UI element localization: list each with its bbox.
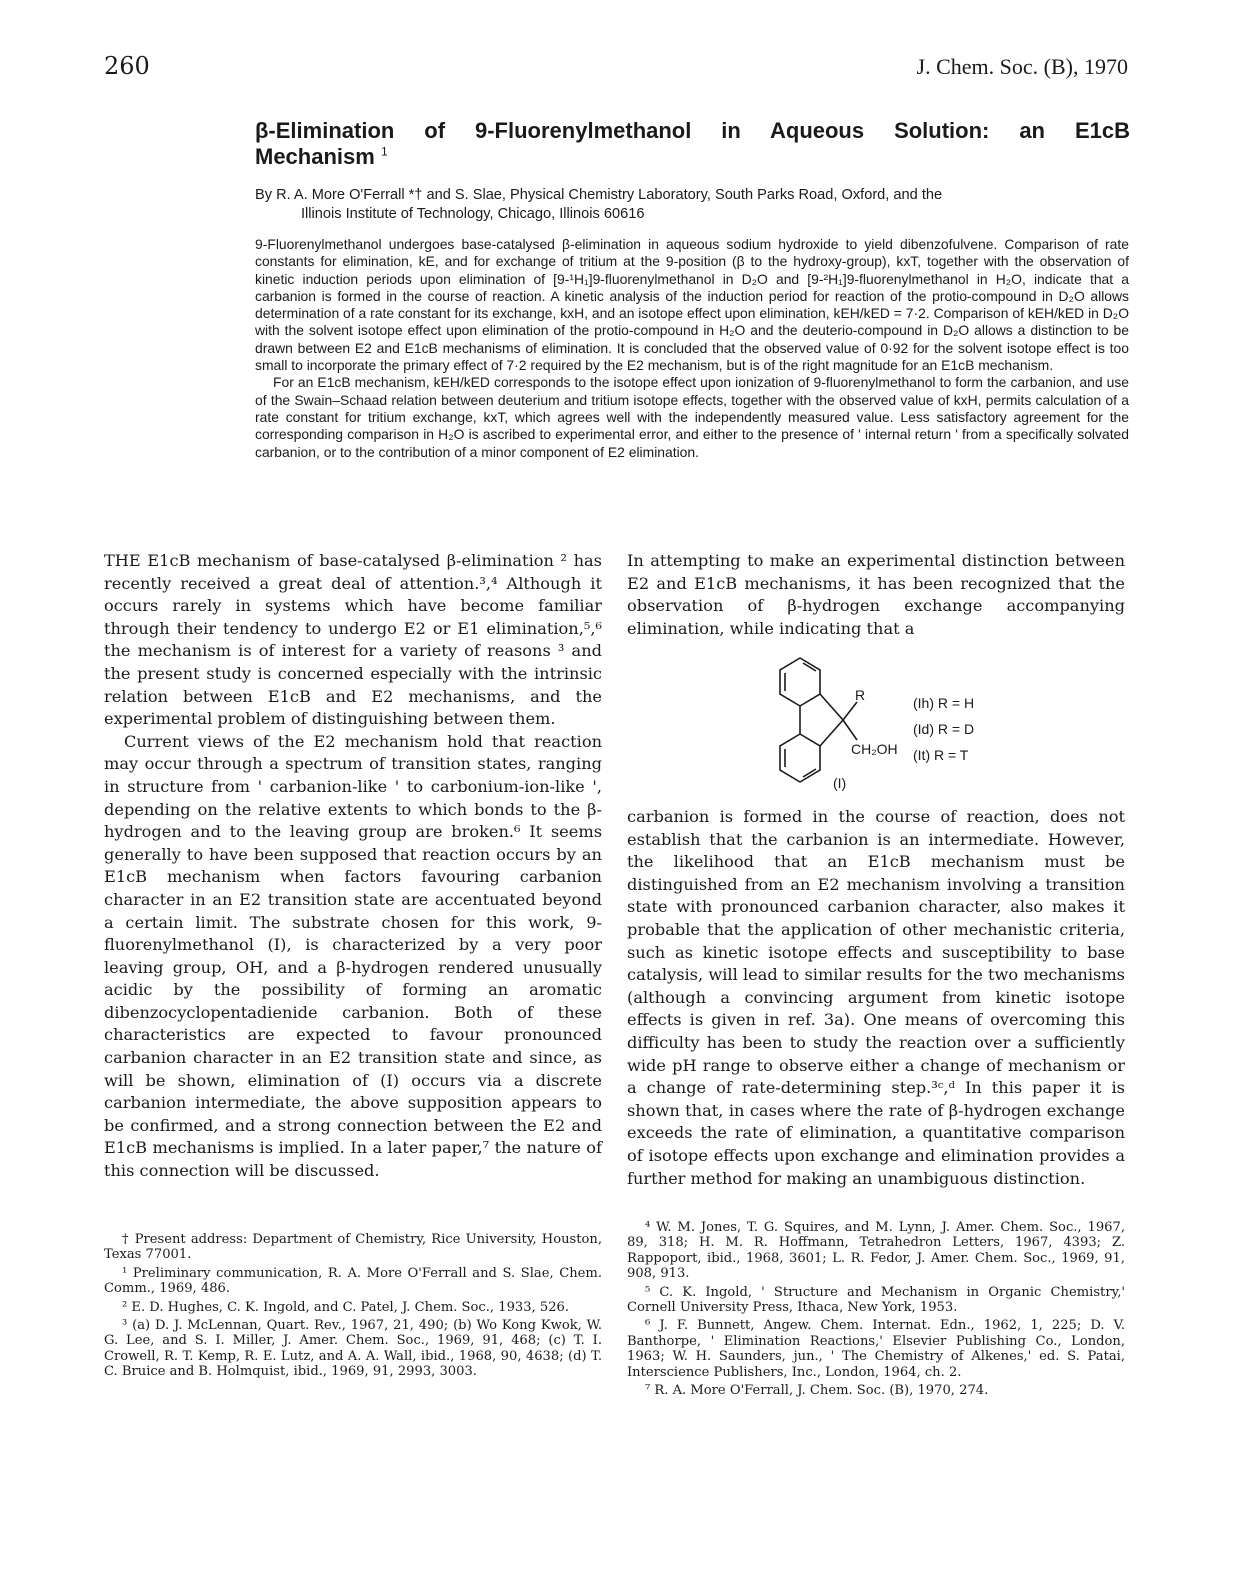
abstract — [255, 236, 1129, 461]
title-footnote-mark: 1 — [380, 144, 388, 159]
body-paragraph-2: Current views of the E2 mechanism hold that reaction may occur through a spectrum of transition states, ranging in structure from ' carbanion-like ' to carbonium-ion-like ', depending on the relative extents to which bonds to the β-hydrogen and to the leaving group are broken.⁶ It seems generally to have been supposed that reaction occurs by an E1cB mechanism when factors favouring carbanion character in an E2 transition state are accentuated beyond a certain limit. The substrate chosen for this work, 9-fluorenylmethanol (I), is characterized by a very poor leaving group, OH, and a β-hydrogen rendered unusually acidic by the possibility of forming an aromatic dibenzocyclopentadienide carbanion. Both of these characteristics are expected to favour pronounced carbanion character in an E2 transition state and since, as will be shown, elimination of (I) occurs via a discrete carbanion intermediate, the above supposition appears to be confirmed, and a strong connection between the E2 and E1cB mechanisms is implied. In a later paper,⁷ the nature of this connection will be discussed. — [104, 731, 602, 1181]
abstract-paragraph-1: 9-Fluorenylmethanol undergoes base-catalysed β-elimination in aqueous sodium hydroxide to yield dibenzofulvene. Comparison of rate constants for elimination, kE, and for exchange of tritium at the 9-position (β to the hydroxy-group), kxT, together with the observation of kinetic induction periods upon elimination of [9-¹H₁]9-fluorenylmethanol in D₂O and [9-²H₁]9-fluorenylmethanol in H₂O, indicate that a carbanion is formed in the course of reaction. A kinetic analysis of the induction period for reaction of the protio-compound in D₂O allows determination of a rate constant for its exchange, kxH, and an isotope effect upon elimination, kEH/kED = 7·2. Comparison of kEH/kED in D₂O with the solvent isotope effect upon elimination of the protio-compound in H₂O and the deuterio-compound in D₂O allows a distinction to be drawn between E2 and E1cB mechanisms of elimination. It is concluded that the observed value of 0·92 for the solvent isotope effect is too small to incorporate the primary effect of 7·2 required by the E2 mechanism, but is of the right magnitude for an E1cB mechanism. — [255, 236, 1129, 374]
footnote-5: ⁵ C. K. Ingold, ' Structure and Mechanism in Organic Chemistry,' Cornell University Press, Ithaca, New York, 1953. — [627, 1284, 1125, 1316]
footnotes-right — [627, 1220, 1125, 1401]
article-title: β-Elimination of 9-Fluorenylmethanol in Aqueous Solution: an E1cB — [255, 118, 1130, 143]
body-column-right-bottom — [627, 806, 1125, 1190]
variant-d: (Id) R = D — [913, 721, 975, 737]
footnote-3: ³ (a) D. J. McLennan, Quart. Rev., 1967, 21, 490; (b) Wo Kong Kwok, W. G. Lee, and S. I. Miller, J. Amer. Chem. Soc., 1969, 91, 468; (c) T. I. Crowell, R. T. Kemp, R. E. Lutz, and A. A. Wall, ibid., 1968, 90, 4638; (d) T. C. Bruice and B. Holmquist, ibid., 1969, 91, 2993, 3003. — [104, 1318, 602, 1380]
body-paragraph-4: carbanion is formed in the course of reaction, does not establish that the carbanion is an intermediate. However, the likelihood that an E1cB mechanism must be distinguished from an E2 mechanism involving a transition state with pronounced carbanion character, also makes it probable that the application of other mechanistic criteria, such as kinetic isotope effects and susceptibility to base catalysis, will lead to similar results for the two mechanisms (although a convincing argument from kinetic isotope effects is given in ref. 3a). One means of overcoming this difficulty has been to study the reaction over a sufficiently wide pH range to observe either a change of mechanism or a change of rate-determining step.³ᶜ,ᵈ In this paper it is shown that, in cases where the rate of β-hydrogen exchange exceeds the rate of elimination, a quantitative comparison of isotope effects upon exchange and elimination provides a further method for making an unambiguous distinction. — [627, 807, 1125, 1188]
substituent-r: R — [855, 687, 866, 703]
substituent-ch2oh: CH₂OH — [851, 741, 898, 757]
article-title-line2 — [255, 144, 388, 170]
variant-h: (Ih) R = H — [913, 695, 975, 711]
top-benzene-ring — [780, 658, 820, 706]
footnote-6: ⁶ J. F. Bunnett, Angew. Chem. Internat. Edn., 1962, 1, 225; D. V. Banthorpe, ' Elimination Reactions,' Elsevier Publishing Co., London, 1963; W. H. Saunders, jun., ' The Chemistry of Alkenes,' ed. S. Patai, Interscience Publishers, Inc., London, 1964, ch. 2. — [627, 1318, 1125, 1380]
journal-header: J. Chem. Soc. (B), 1970 — [916, 54, 1128, 79]
footnote-dagger: † Present address: Department of Chemistry, Rice University, Houston, Texas 77001. — [104, 1232, 602, 1263]
page-number: 260 — [104, 52, 150, 80]
author-block — [255, 186, 1130, 224]
substituent-bonds — [843, 702, 857, 740]
variant-t: (It) R = T — [913, 747, 969, 763]
article-title-word: Mechanism — [255, 144, 375, 169]
footnote-1: ¹ Preliminary communication, R. A. More O'Ferrall and S. Slae, Chem. Comm., 1969, 486. — [104, 1265, 602, 1297]
footnote-4: ⁴ W. M. Jones, T. G. Squires, and M. Lynn, J. Amer. Chem. Soc., 1967, 89, 318; H. M. R. Hoffmann, Tetrahedron Letters, 1967, 4393; Z. Rappoport, ibid., 1968, 3601; L. R. Fedor, J. Amer. Chem. Soc., 1969, 91, 908, 913. — [627, 1220, 1125, 1282]
body-column-left — [104, 550, 602, 1183]
footnote-2: ² E. D. Hughes, C. K. Ingold, and C. Patel, J. Chem. Soc., 1933, 526. — [122, 1299, 570, 1315]
compound-label: (I) — [833, 775, 847, 791]
fluorenylmethanol-structure — [765, 650, 1005, 800]
author-line-1: By R. A. More O'Ferrall *† and S. Slae, Physical Chemistry Laboratory, South Parks Road, Oxford, and the — [255, 187, 943, 203]
footnote-7: ⁷ R. A. More O'Ferrall, J. Chem. Soc. (B), 1970, 274. — [645, 1383, 989, 1399]
body-paragraph-3: In attempting to make an experimental distinction between E2 and E1cB mechanisms, it has been recognized that the observation of β-hydrogen exchange accompanying elimination, while indicating that a — [627, 551, 1125, 638]
body-column-right-top — [627, 550, 1125, 640]
bottom-benzene-ring — [780, 734, 820, 782]
author-line-2: Illinois Institute of Technology, Chicago, Illinois 60616 — [301, 206, 645, 222]
abstract-paragraph-2: For an E1cB mechanism, kEH/kED corresponds to the isotope effect upon ionization of 9-fluorenylmethanol to form the carbanion, and use of the Swain–Schaad relation between deuterium and tritium isotope effects, together with the observed value of kxH, permits calculation of a rate constant for tritium exchange, kxT, which agrees well with the independently measured value. Less satisfactory agreement for the corresponding comparison in H₂O is ascribed to experimental error, and either to the presence of ' internal return ' from a specifically solvated carbanion, or to the contribution of a minor component of E2 elimination. — [255, 374, 1129, 460]
body-paragraph-1: THE E1cB mechanism of base-catalysed β-elimination ² has recently received a great deal of attention.³,⁴ Although it occurs rarely in systems which have become familiar through their tendency to undergo E2 or E1 elimination,⁵,⁶ the mechanism is of interest for a variety of reasons ³ and the present study is concerned especially with the intrinsic relation between E1cB and E2 mechanisms, and the experimental problem of distinguishing between them. — [104, 551, 602, 729]
footnotes-left — [104, 1232, 602, 1383]
